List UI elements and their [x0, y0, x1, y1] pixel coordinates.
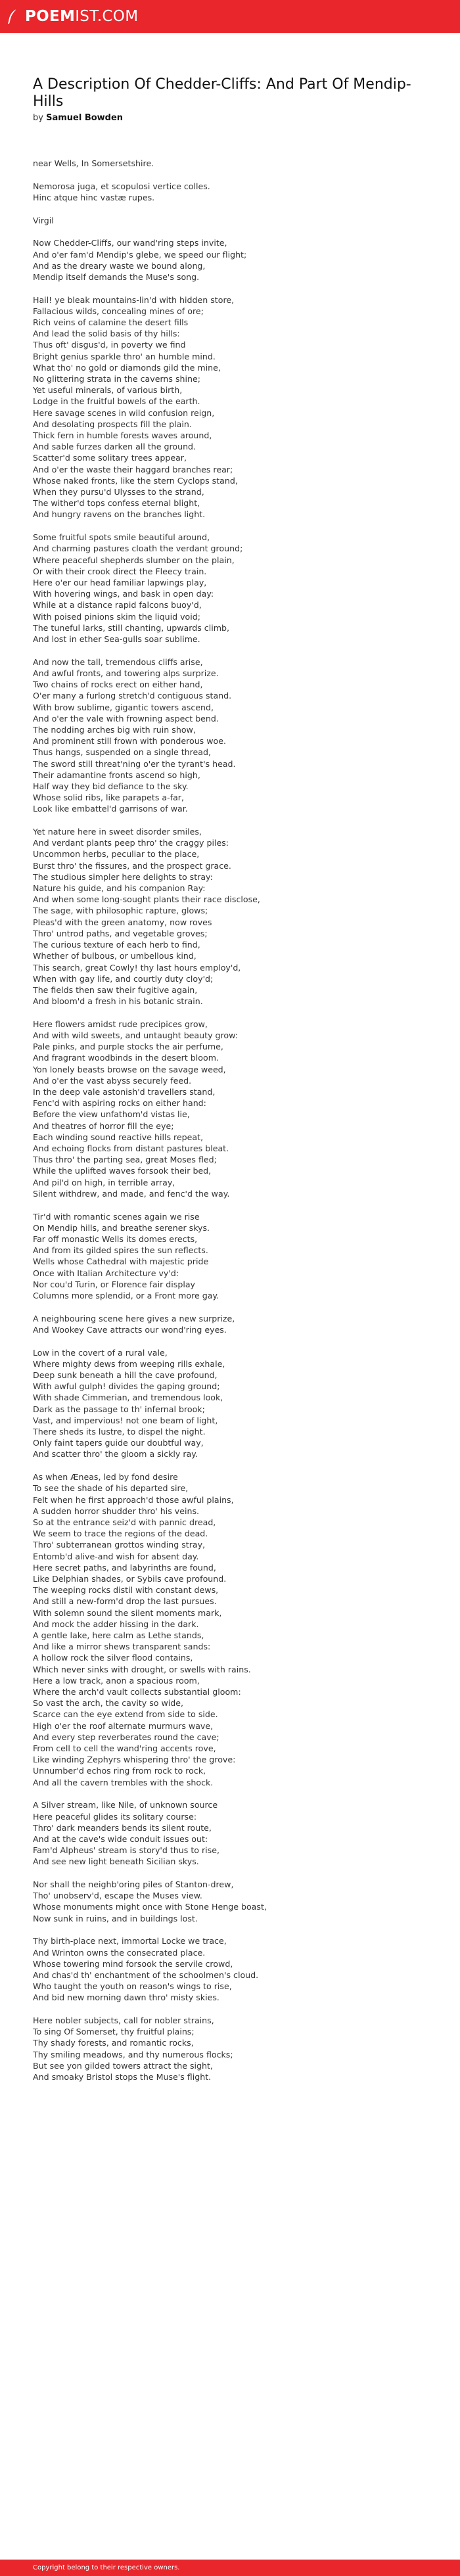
poem-line: Thro' subterranean grottos winding stray, — [33, 1540, 206, 1550]
poem-line: Where peaceful shepherds slumber on the plain, — [33, 555, 235, 565]
poem-line: And theatres of horror fill the eye; — [33, 1120, 174, 1131]
poem-line: And bid new morning dawn thro' misty skies. — [33, 1992, 219, 2003]
poem-line: Nature his guide, and his companion Ray: — [33, 883, 206, 894]
poem-line: Fenc'd with aspiring rocks on either hand: — [33, 1098, 206, 1109]
poem-stanza — [33, 1879, 440, 1924]
poem-line: And from its gilded spires the sun reflects. — [33, 1245, 208, 1256]
poem-line: Far off monastic Wells its domes erects, — [33, 1233, 198, 1244]
poem-line: Scatter'd some solitary trees appear, — [33, 453, 187, 463]
poem-line: And o'er fam'd Mendip's glebe, we speed our flight; — [33, 249, 247, 260]
quill-pen-icon — [5, 8, 20, 25]
poem-line: With awful gulph! divides the gaping ground; — [33, 1381, 220, 1392]
poem-line: A neighbouring scene here gives a new surprize, — [33, 1313, 235, 1323]
poem-line: And chas'd th' enchantment of the schoolmen's cloud. — [33, 1969, 259, 1980]
poem-line: When they pursu'd Ulysses to the strand, — [33, 487, 204, 497]
poem-line: Whether of bulbous, or umbellous kind, — [33, 951, 196, 961]
poem-line: Some fruitful spots smile beautiful around, — [33, 532, 210, 543]
poem-line: A gentle lake, here calm as Lethe stands, — [33, 1630, 204, 1640]
poem-stanza — [33, 1935, 440, 2003]
poem-line: And now the tall, tremendous cliffs arise, — [33, 656, 203, 667]
poem-line: Tir'd with romantic scenes again we rise — [33, 1211, 200, 1222]
logo-text-bold: POEM — [25, 8, 76, 25]
poem-line: Rich veins of calamine the desert fills — [33, 317, 189, 328]
poem-line: Once with Italian Architecture vy'd: — [33, 1268, 179, 1278]
poem-line: Here peaceful glides its solitary course: — [33, 1811, 197, 1822]
poem-line: Deep sunk beneath a hill the cave profound, — [33, 1370, 218, 1380]
poem-line: Unnumber'd echos ring from rock to rock, — [33, 1766, 206, 1776]
poem-line: To sing Of Somerset, thy fruitful plains; — [33, 2027, 195, 2037]
poem-body — [33, 158, 440, 2094]
poem-line: Entomb'd alive-and wish for absent day. — [33, 1551, 199, 1561]
poem-line: Now Chedder-Cliffs, our wand'ring steps invite, — [33, 238, 227, 248]
poem-line: The sword still threat'ning o'er the tyrant's head. — [33, 758, 236, 769]
poem-line: With poised pinions skim the liquid void; — [33, 611, 200, 622]
poem-stanza — [33, 294, 440, 520]
poem-line: We seem to trace the regions of the dead. — [33, 1529, 208, 1539]
poem-line: With shade Cimmerian, and tremendous look, — [33, 1392, 223, 1403]
poem-line: Thro' untrod paths, and vegetable groves; — [33, 928, 208, 938]
poem-line: Whose monuments might once with Stone Henge boast, — [33, 1902, 267, 1912]
poem-line: Two chains of rocks erect on either hand, — [33, 679, 203, 690]
poem-line: Thus oft' disgus'd, in poverty we find — [33, 340, 186, 350]
poem-line: Now sunk in ruins, and in buildings lost. — [33, 1913, 198, 1923]
poem-stanza — [33, 826, 440, 1007]
poem-line: Each winding sound reactive hills repeat, — [33, 1132, 204, 1142]
poem-line: And lead the solid basis of thy hills: — [33, 329, 180, 339]
poem-line: And o'er the vast abyss securely feed. — [33, 1075, 192, 1086]
poem-line: To see the shade of his departed sire, — [33, 1483, 189, 1494]
poem-line: Bright genius sparkle thro' an humble mind. — [33, 351, 216, 361]
poem-line: Burst thro' the fissures, and the prospect grace. — [33, 860, 231, 871]
poem-line: Which never sinks with drought, or swells with rains. — [33, 1664, 251, 1674]
poem-line: And mock the adder hissing in the dark. — [33, 1619, 199, 1629]
poem-line: Silent withdrew, and made, and fenc'd the way. — [33, 1188, 230, 1199]
poem-line: And see new light beneath Sicilian skys. — [33, 1856, 199, 1867]
poem-line: There sheds its lustre, to dispel the night. — [33, 1427, 206, 1437]
poem-stanza — [33, 237, 440, 283]
poem-line: Vast, and impervious! not one beam of light, — [33, 1415, 218, 1425]
poem-line: Where mighty dews from weeping rills exhale, — [33, 1358, 225, 1369]
poem-line: Yet useful minerals, of various birth, — [33, 385, 183, 396]
poem-stanza — [33, 1471, 440, 1788]
poem-line: Thy shady forests, and romantic rocks, — [33, 2038, 194, 2048]
site-footer — [0, 2560, 460, 2576]
poem-line: Nor shall the neighb'oring piles of Stanton-drew, — [33, 1879, 234, 1890]
poem-line: Only faint tapers guide our doubtful way, — [33, 1438, 204, 1448]
poem-line: Thus thro' the parting sea, great Moses fled; — [33, 1155, 217, 1165]
poem-line: near Wells, In Somersetshire. — [33, 158, 154, 168]
poem-line: The tuneful larks, still chanting, upwards climb, — [33, 622, 229, 633]
poem-line: And every step reverberates round the cave; — [33, 1732, 219, 1742]
poem-line: And as the dreary waste we bound along, — [33, 260, 206, 271]
poem-line: Or with their crook direct the Fleecy train. — [33, 566, 207, 576]
poem-line: Virgil — [33, 215, 54, 225]
author-link[interactable]: Samuel Bowden — [46, 113, 124, 123]
site-logo[interactable] — [5, 8, 138, 25]
poem-stanza — [33, 2015, 440, 2082]
poem-stanza — [33, 158, 440, 169]
poem-line: And still a new-form'd drop the last pursues. — [33, 1596, 217, 1607]
poem-stanza — [33, 181, 440, 203]
poem-line: So at the entrance seiz'd with pannic dread, — [33, 1517, 216, 1527]
poem-line: Hinc atque hinc vastæ rupes. — [33, 192, 155, 202]
poem-line: And with wild sweets, and untaught beauty grow: — [33, 1030, 238, 1041]
poem-line: Fam'd Alpheus' stream is story'd thus to rise, — [33, 1845, 219, 1856]
poem-line: Here o'er our head familiar lapwings play, — [33, 578, 207, 587]
poem-line: And o'er the vale with frowning aspect bend. — [33, 713, 219, 724]
poem-line: The nodding arches big with ruin show, — [33, 724, 196, 735]
poem-line: Hail! ye bleak mountains-lin'd with hidden store, — [33, 294, 235, 305]
poem-line: Thy smiling meadows, and thy numerous flocks; — [33, 2049, 233, 2059]
poem-line: The fields then saw their fugitive again, — [33, 984, 198, 995]
poem-line: Thro' dark meanders bends its silent route, — [33, 1822, 212, 1833]
poem-line: Pale pinks, and purple stocks the air perfume, — [33, 1042, 223, 1052]
copyright-text: Copyright belong to their respective owners. — [33, 2564, 180, 2571]
poem-line: And like a mirror shews transparent sands: — [33, 1642, 211, 1652]
poem-line: Pleas'd with the green anatomy, now roves — [33, 917, 212, 927]
logo-text-light: IST.COM — [75, 8, 139, 25]
poem-line: The sage, with philosophic rapture, glows; — [33, 906, 208, 916]
poem-line: Like winding Zephyrs whispering thro' the grove: — [33, 1755, 236, 1765]
poem-line: A Silver stream, like Nile, of unknown source — [33, 1800, 218, 1810]
poem-line: The studious simpler here delights to stray: — [33, 871, 213, 882]
poem-line: Low in the covert of a rural vale, — [33, 1347, 168, 1358]
poem-line: But see yon gilded towers attract the sight, — [33, 2060, 213, 2071]
poem-line: And Wrinton owns the consecrated place. — [33, 1947, 206, 1958]
poem-stanza — [33, 215, 440, 226]
byline — [33, 113, 123, 123]
poem-line: This search, great Cowly! thy last hours employ'd, — [33, 962, 241, 973]
poem-line: And smoaky Bristol stops the Muse's flight. — [33, 2072, 212, 2082]
poem-line: Scarce can the eye extend from side to side. — [33, 1709, 218, 1720]
poem-line: In the deep vale astonish'd travellers stand, — [33, 1087, 216, 1097]
poem-line: The curious texture of each herb to find, — [33, 940, 200, 950]
poem-line: Their adamantine fronts ascend so high, — [33, 770, 200, 780]
poem-line: Here nobler subjects, call for nobler strains, — [33, 2015, 214, 2026]
poem-line: Uncommon herbs, peculiar to the place, — [33, 849, 200, 860]
poem-line: High o'er the roof alternate murmurs wave, — [33, 1720, 214, 1731]
poem-line: And verdant plants peep thro' the craggy piles: — [33, 838, 229, 848]
poem-line: With brow sublime, gigantic towers ascend, — [33, 702, 214, 712]
poem-line: Where the arch'd vault collects substantial gloom: — [33, 1686, 241, 1697]
poem-line: Whose solid ribs, like parapets a-far, — [33, 793, 184, 803]
poem-line: Dark as the passage to th' infernal brook; — [33, 1404, 205, 1414]
poem-line: While the uplifted waves forsook their bed, — [33, 1166, 212, 1176]
poem-line: And desolating prospects fill the plain. — [33, 419, 192, 429]
poem-line: And hungry ravens on the branches light. — [33, 509, 206, 520]
poem-stanza — [33, 532, 440, 645]
poem-line: What tho' no gold or diamonds gild the mine, — [33, 362, 221, 373]
poem-line: Thick fern in humble forests waves around, — [33, 430, 212, 441]
poem-line: No glittering strata in the caverns shine; — [33, 374, 200, 384]
poem-line: And pil'd on high, in terrible array, — [33, 1177, 175, 1187]
poem-line: Look like embattel'd garrisons of war. — [33, 804, 188, 814]
site-header — [0, 0, 460, 33]
poem-line: With hovering wings, and bask in open day: — [33, 589, 214, 599]
poem-line: Tho' unobserv'd, escape the Muses view. — [33, 1891, 202, 1901]
poem-line: As when Æneas, led by fond desire — [33, 1472, 178, 1483]
poem-line: Nemorosa juga, et scopulosi vertice colles. — [33, 181, 210, 191]
poem-stanza — [33, 1313, 440, 1335]
poem-line: The wither'd tops confess eternal blight, — [33, 498, 200, 509]
poem-line: And fragrant woodbinds in the desert bloom. — [33, 1053, 219, 1063]
poem-line: And prominent still frown with ponderous woe. — [33, 736, 226, 747]
poem-line: Before the view unfathom'd vistas lie, — [33, 1109, 190, 1120]
poem-line: And when some long-sought plants their race disclose, — [33, 894, 260, 905]
poem-line: A sudden horror shudder thro' his veins. — [33, 1506, 200, 1516]
poem-line: So vast the arch, the cavity so wide, — [33, 1698, 184, 1709]
poem-line: Felt when he first approach'd those awful plains, — [33, 1494, 234, 1505]
poem-line: Nor cou'd Turin, or Florence fair display — [33, 1279, 195, 1289]
poem-line: Here savage scenes in wild confusion reign, — [33, 407, 215, 418]
poem-line: Thy birth-place next, immortal Locke we trace, — [33, 1936, 227, 1946]
byline-prefix: by — [33, 113, 43, 123]
poem-line: Whose naked fronts, like the stern Cyclops stand, — [33, 475, 238, 486]
poem-line: And Wookey Cave attracts our wond'ring eyes. — [33, 1324, 227, 1335]
poem-line: And scatter thro' the gloom a sickly ray. — [33, 1449, 198, 1460]
poem-stanza — [33, 1019, 440, 1199]
poem-line: The weeping rocks distil with constant dews, — [33, 1585, 219, 1596]
poem-stanza — [33, 656, 440, 815]
poem-line: Mendip itself demands the Muse's song. — [33, 271, 200, 282]
poem-stanza — [33, 1211, 440, 1302]
poem-line: With solemn sound the silent moments mark, — [33, 1607, 222, 1618]
poem-line: A hollow rock the silver flood contains, — [33, 1653, 193, 1663]
poem-line: Who taught the youth on reason's wings to rise, — [33, 1981, 232, 1992]
poem-line: When with gay life, and courtly duty cloy'd; — [33, 973, 214, 984]
poem-line: Thus hangs, suspended on a single thread, — [33, 747, 212, 758]
poem-line: On Mendip hills, and breathe serener skys. — [33, 1222, 210, 1233]
poem-line: Half way they bid defiance to the sky. — [33, 781, 189, 791]
poem-line: Here flowers amidst rude precipices grow, — [33, 1019, 208, 1029]
poem-line: Yon lonely beasts browse on the savage weed, — [33, 1064, 226, 1074]
poem-line: Here secret paths, and labyrinths are found, — [33, 1562, 216, 1573]
poem-stanza — [33, 1799, 440, 1867]
poem-stanza — [33, 1347, 440, 1460]
poem-line: Lodge in the fruitful bowels of the earth. — [33, 396, 200, 407]
poem-line: And at the cave's wide conduit issues out: — [33, 1833, 208, 1844]
poem-line: While at a distance rapid falcons buoy'd, — [33, 600, 202, 610]
poem-line: Here a low track, anon a spacious room, — [33, 1675, 200, 1686]
poem-line: Fallacious wilds, concealing mines of ore; — [33, 306, 204, 316]
poem-line: And echoing flocks from distant pastures bleat. — [33, 1143, 229, 1154]
poem-line: Whose towering mind forsook the servile crowd, — [33, 1958, 233, 1969]
poem-title: A Description Of Chedder-Cliffs: And Part Of Mendip-Hills — [33, 76, 411, 110]
poem-line: Columns more splendid, or a Front more gay. — [33, 1290, 219, 1300]
poem-line: And bloom'd a fresh in his botanic strain. — [33, 996, 203, 1007]
poem-line: Wells whose Cathedral with majestic pride — [33, 1256, 209, 1267]
poem-line: Yet nature here in sweet disorder smiles, — [33, 827, 202, 837]
poem-line: And all the cavern trembles with the shock. — [33, 1777, 214, 1787]
poem-line: O'er many a furlong stretch'd contiguous stand. — [33, 691, 232, 701]
poem-line: And o'er the waste their haggard branches rear; — [33, 464, 233, 474]
poem-line: From cell to cell the wand'ring accents rove, — [33, 1743, 216, 1753]
poem-line: And charming pastures cloath the verdant ground; — [33, 543, 243, 554]
poem-line: And sable furzes darken all the ground. — [33, 442, 196, 452]
poem-line: And lost in ether Sea-gulls soar sublime. — [33, 634, 200, 645]
poem-line: Like Delphian shades, or Sybils cave profound. — [33, 1573, 227, 1584]
poem-line: And awful fronts, and towering alps surprize. — [33, 668, 219, 678]
